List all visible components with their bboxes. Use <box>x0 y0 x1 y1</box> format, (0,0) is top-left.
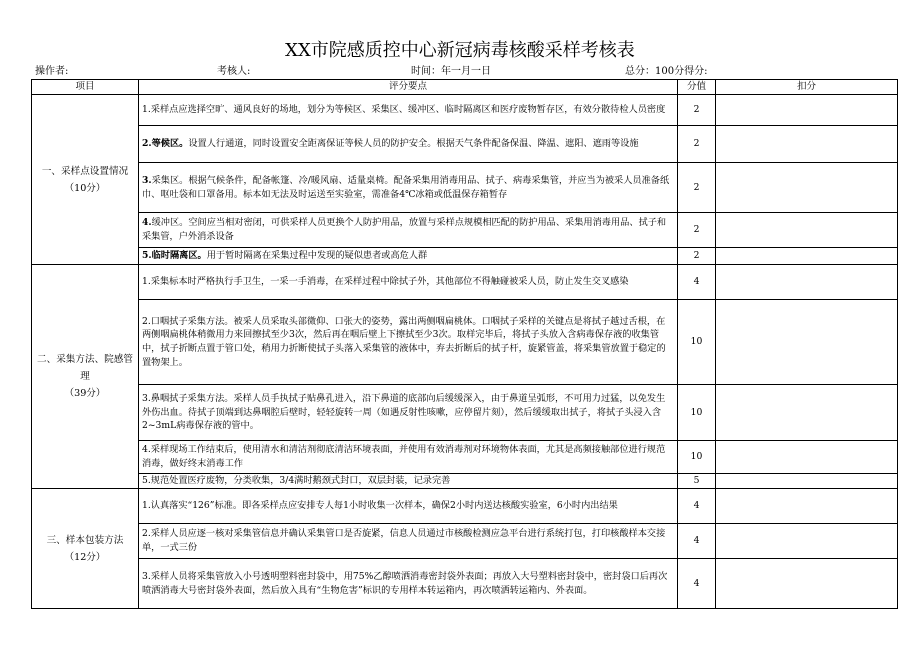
requirement-cell: 5.规范处置医疗废物，分类收集，3/4满时鹅颈式封口，双层封装，记录完善 <box>139 474 678 489</box>
score-cell: 2 <box>678 163 716 213</box>
section-cell <box>32 95 139 265</box>
deduction-cell[interactable] <box>716 441 898 474</box>
requirement-cell: 3.采样人员将采集管放入小号透明塑料密封袋中，用75%乙醇喷洒消毒密封袋外表面；再放入大号塑料密封袋中，密封袋口后再次喷洒消毒大号密封袋外表面，然后放入具有“生物危害”标识的专用样本转运箱内，再次喷洒转运箱内、外表面。 <box>139 559 678 609</box>
meta-line <box>35 66 895 78</box>
score-cell: 4 <box>678 489 716 524</box>
score-cell: 4 <box>678 524 716 559</box>
requirement-cell: 2.等候区。设置人行通道，同时设置安全距离保证等候人员的防护安全。根据天气条件配备保温、降温、遮阳、遮雨等设施 <box>139 126 678 163</box>
table-row <box>32 559 898 609</box>
table-row <box>32 385 898 441</box>
score-cell: 2 <box>678 95 716 126</box>
header-score: 分值 <box>678 80 716 95</box>
table-row <box>32 213 898 248</box>
deduction-cell[interactable] <box>716 300 898 385</box>
table-header-row <box>32 80 898 95</box>
deduction-cell[interactable] <box>716 126 898 163</box>
table-row <box>32 95 898 126</box>
deduction-cell[interactable] <box>716 559 898 609</box>
score-cell: 4 <box>678 265 716 300</box>
score-cell: 2 <box>678 213 716 248</box>
requirement-cell: 4.采样现场工作结束后，使用清水和清洁剂彻底清洁环境表面，并使用有效消毒剂对环境物体表面，尤其是高频接触部位进行规范消毒，做好终末消毒工作 <box>139 441 678 474</box>
requirement-cell: 2.口咽拭子采集方法。被采人员采取头部微仰、口张大的姿势，露出两侧咽扁桃体。口咽拭子采样的关键点是将拭子越过舌根，在两侧咽扁桃体稍微用力来回擦拭至少3次，然后再在咽后壁上下擦拭至少3次。取样完毕后，将拭子头放入含病毒保存液的收集管中，拭子折断点置于管口处，稍用力折断使拭子头落入采集管的液体中，弃去折断后的拭子杆，旋紧管盖，将采集管放置于稳定的置物架上。 <box>139 300 678 385</box>
deduction-cell[interactable] <box>716 248 898 265</box>
section-points: （39分） <box>64 388 106 399</box>
assessor-label: 考核人: <box>217 66 251 77</box>
section-cell <box>32 489 139 609</box>
table-row <box>32 126 898 163</box>
table-row <box>32 474 898 489</box>
section-name: 一、采样点设置情况 <box>41 165 129 177</box>
deduction-cell[interactable] <box>716 95 898 126</box>
header-item: 项目 <box>32 80 139 95</box>
operator-label: 操作者: <box>35 66 69 77</box>
deduction-cell[interactable] <box>716 163 898 213</box>
deduction-cell[interactable] <box>716 474 898 489</box>
requirement-cell: 3.采集区。根据气候条件，配备帐篷、冷/暖风扇、适量桌椅。配备采集用消毒用品、拭子、病毒采集管，并应当为被采人员准备纸巾、呕吐袋和口罩备用。标本如无法及时运送至实验室，需准备4℃冰箱或低温保存箱暂存 <box>139 163 678 213</box>
section-points: （12分） <box>64 551 106 563</box>
requirement-cell: 1.采样点应选择空旷、通风良好的场地，划分为等候区、采集区、缓冲区、临时隔离区和医疗废物暂存区，有效分散待检人员密度 <box>139 95 678 126</box>
requirement-cell: 2.采样人员应逐一核对采集管信息并确认采集管口是否旋紧，信息人员通过市核酸检测应急平台进行系统打包，打印核酸样本交接单，一式三份 <box>139 524 678 559</box>
requirement-cell: 4.缓冲区。空间应当相对密闭，可供采样人员更换个人防护用品，放置与采样点规模相匹配的防护用品、采集用消毒用品、拭子和采集管，户外消杀设备 <box>139 213 678 248</box>
assessment-table <box>31 79 898 609</box>
deduction-cell[interactable] <box>716 489 898 524</box>
header-deduction: 扣分 <box>716 80 898 95</box>
total-score-label: 总分：100分得分: <box>625 66 708 77</box>
table-row <box>32 163 898 213</box>
score-cell: 10 <box>678 385 716 441</box>
score-cell: 10 <box>678 300 716 385</box>
table-row <box>32 300 898 385</box>
score-cell: 10 <box>678 441 716 474</box>
deduction-cell[interactable] <box>716 265 898 300</box>
page-title: XX市院感质控中心新冠病毒核酸采样考核表 <box>285 40 635 61</box>
deduction-cell[interactable] <box>716 213 898 248</box>
score-cell: 4 <box>678 559 716 609</box>
section-name: 二、采集方法、院感管理 <box>37 354 133 382</box>
table-row <box>32 524 898 559</box>
requirement-cell: 3.鼻咽拭子采集方法。采样人员手执拭子贴鼻孔进入，沿下鼻道的底部向后缓缓深入，由于鼻道呈弧形，不可用力过猛，以免发生外伤出血。待拭子顶端到达鼻咽腔后壁时，轻轻旋转一周（如遇反射性咳嗽，应停留片刻），然后缓缓取出拭子，将拭子头浸入含2~3mL病毒保存液的管中。 <box>139 385 678 441</box>
table-row <box>32 489 898 524</box>
score-cell: 2 <box>678 126 716 163</box>
table-row <box>32 265 898 300</box>
section-name: 三、样本包装方法 <box>46 534 124 546</box>
section-points: （10分） <box>64 182 106 194</box>
section-cell <box>32 265 139 489</box>
score-cell: 5 <box>678 474 716 489</box>
requirement-cell: 5.临时隔离区。用于暂时隔离在采集过程中发现的疑似患者或高危人群 <box>139 248 678 265</box>
time-label: 时间：年一月一日 <box>411 66 491 77</box>
table-row <box>32 248 898 265</box>
requirement-cell: 1.采集标本时严格执行手卫生，一采一手消毒，在采样过程中除拭子外，其他部位不得触碰被采人员，防止发生交叉感染 <box>139 265 678 300</box>
table-row <box>32 441 898 474</box>
requirement-cell: 1.认真落实“126”标准。即各采样点应安排专人每1小时收集一次样本，确保2小时内送达核酸实验室，6小时内出结果 <box>139 489 678 524</box>
header-requirements: 评分要点 <box>139 80 678 95</box>
deduction-cell[interactable] <box>716 385 898 441</box>
score-cell: 2 <box>678 248 716 265</box>
deduction-cell[interactable] <box>716 524 898 559</box>
